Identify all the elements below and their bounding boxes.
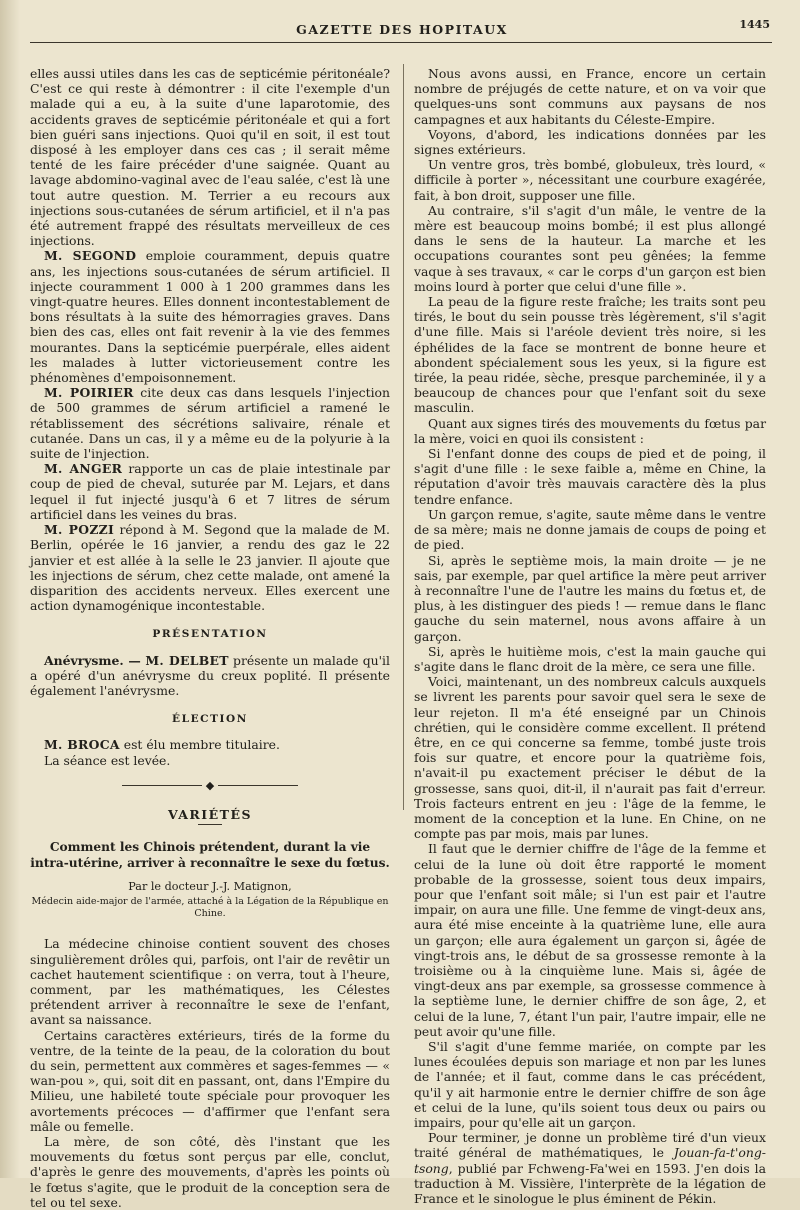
paragraph-text: cite deux cas dans lesquels l'injection de 500 grammes de sérum artificiel a ramené le rétablissement des sécrétions salivaire, rénale et cutanée. Dans un cas, il y a même eu de la polyurie à la suite de l'injection. [30,385,391,462]
journal-title: GAZETTE DES HOPITAUX [296,22,508,37]
paragraph: La mère, de son côté, dès l'instant que les mouvements du fœtus sont perçus par elle, conclut, d'après le genre des mouvements, d'après les points où le fœtus s'agite, que le produit de la conception sera de tel ou tel sexe. [30,1133,390,1210]
paragraph-text: Pour terminer, je donne un problème tiré d'un vieux traité général de mathématiques, le [414,1130,766,1161]
paragraph: Nous avons aussi, en France, encore un certain nombre de préjugés de cette nature, et on va voir que quelques-uns sont communs aux paysans de nos campagnes et aux habitants du Céleste-Empire. [414,66,766,127]
page-number: 1445 [739,18,770,31]
paragraph: Si, après le huitième mois, c'est la main gauche qui s'agite dans le flanc droit de la mère, ce sera une fille. [414,643,766,674]
paragraph-text: , publié par Fchweng-Fa'wei en 1593. J'en dois la traduction à M. Vissière, l'interprète de la légation de France et le sinologue le plus éminent de Pékin. [414,1160,766,1207]
paragraph [30,522,390,613]
paragraph [30,737,390,752]
short-rule [198,824,222,825]
paragraph: Au contraire, s'il s'agit d'un mâle, le ventre de la mère est beaucoup moins bombé; il est plus allongé dans le sens de la hauteur. La marche et les occupations courantes sont peu gênées; la femme vaque à ses travaux, « car le corps d'un garçon est bien moins lourd à porter que celui d'une fille ». [414,202,766,294]
paragraph-text: emploie couramment, depuis quatre ans, les injections sous-cutanées de sérum artificiel. Il injecte couramment 1 000 à 1 200 grammes dans les vingt-quatre heures. Elles donnent incontestablement de bons résultats à la suite des hémorragies graves. Dans bien des cas, elles ont fait revenir à la vie des femmes mourantes. Dans la septicémie puerpérale, elles aident les malades à lutter victorieusement contre les phénomènes d'empoisonnement. [30,248,391,386]
lead-term: Anévrysme. — [44,652,146,668]
book-title: Jouan-fa-t'ong-tsong [414,1145,766,1176]
paragraph [30,385,390,461]
speaker-name: M. BROCA [44,737,120,753]
paragraph-text: est élu membre titulaire. [119,737,280,753]
speaker-name: M. POZZI [44,522,115,538]
header-rule [30,42,772,43]
speaker-name: M. ANGER [44,461,123,477]
paragraph: S'il s'agit d'une femme mariée, on compte par les lunes écoulées depuis son mariage et non par les lunes de l'année; et il faut, comme dans le cas précédent, qu'il y ait harmonie entre le dernier chiffre de son âge et celui de la lune, qu'ils soient tous deux ou pairs ou impairs, pour qu'elle ait un garçon. [414,1039,766,1131]
paragraph: elles aussi utiles dans les cas de septicémie péritonéale? C'est ce qui reste à démontrer : il cite l'exemple d'un malade qui a eu, à la suite d'une laparotomie, des accidents graves de septicémie péritonéale et qui a fort bien guéri sans injections. Quoi qu'il en soit, il est tout disposé à les employer dans ces cas ; il serait même tenté de les faire précéder d'une saignée. Quant au lavage abdomino-vaginal avec de l'eau salée, c'est là une tout autre question. M. Terrier a eu recours aux injections sous-cutanées de sérum artificiel, et il n'a pas été autrement frappé des résultats merveilleux de ces injections. [30,66,390,249]
paragraph: Si, après le septième mois, la main droite — je ne sais, par exemple, par quel artifice la mère peut arriver à reconnaître l'une de l'autre les mains du fœtus et, de plus, à les distinguer des pieds ! — remue dans le flanc gauche du sein maternel, nous avons affaire à un garçon. [414,552,766,644]
paragraph: Un garçon remue, s'agite, saute même dans le ventre de sa mère; mais ne donne jamais de coups de poing et de pied. [414,506,766,553]
speaker-name: M. DELBET [145,652,229,668]
paragraph [414,1130,766,1206]
paragraph: Un ventre gros, très bombé, globuleux, très lourd, « difficile à porter », nécessitant une courbure exagérée, fait, à bon droit, supposer une fille. [414,157,766,203]
paragraph [30,461,390,522]
paragraph [30,653,390,699]
paragraph: Si l'enfant donne des coups de pied et de poing, il s'agit d'une fille : le sexe faible a, même en Chine, la réputation d'avoir très mauvais caractère dès la plus tendre enfance. [414,446,766,507]
speaker-name: M. POIRIER [44,385,134,401]
author-credit: Médecin aide-major de l'armée, attaché à la Légation de la République en Chine. [31,896,389,920]
section-heading: VARIÉTÉS [167,806,253,822]
article-byline: Par le docteur J.-J. Matignon, [128,880,292,894]
article-title: Comment les Chinois prétendent, durant la vie intra-utérine, arriver à reconnaître le sexe du fœtus. [30,840,390,871]
section-heading: ÉLECTION [171,713,248,726]
paragraph: Certains caractères extérieurs, tirés de la forme du ventre, de la teinte de la peau, de la coloration du bout du sein, permettent aux commères et sages-femmes — « wan-pou », qui, soit dit en passant, ont, dans l'Empire du Milieu, une habileté toute spéciale pour provoquer les avortements précoces — d'affirmer que l'enfant sera mâle ou femelle. [30,1027,390,1134]
paragraph: Voyons, d'abord, les indications données par les signes extérieurs. [414,126,766,158]
paragraph-text: rapporte un cas de plaie intestinale par coup de pied de cheval, suturée par M. Lejars, et dans lequel il fut injecté jusqu'à 6 et 7 litres de sérum artificiel dans les veines du bras. [30,461,390,522]
right-column [414,66,766,1206]
paragraph-text: répond à M. Segond que la malade de M. Berlin, opérée le 16 janvier, a rendu des gaz le 22 janvier et est allée à la selle le 23 janvier. Il ajoute que les injections de sérum, chez cette malade, ont amené la disparition des accidents nerveux. Elles exercent une action dynamogénique incontestable. [30,522,390,614]
paragraph: Voici, maintenant, un des nombreux calculs auxquels se livrent les parents pour savoir quel sera le sexe de leur rejeton. Il m'a été enseigné par un Chinois chrétien, qui le considère comme excellent. Il prétend être, en ce qui concerne sa femme, tombé juste trois fois sur quatre, et encore pour la quatrième fois, n'avait-il pu exactement préciser le début de la grossesse, sans quoi, dit-il, il n'aurait pas fait d'erreur. Trois facteurs entrent en jeu : l'âge de la femme, le moment de la conception et la lune. En Chine, on ne compte pas par mois, mais par lunes. [414,674,766,842]
paragraph: La séance est levée. [44,752,171,768]
paragraph: Quant aux signes tirés des mouvements du fœtus par la mère, voici en quoi ils consistent : [414,415,766,446]
paragraph: La médecine chinoise contient souvent des choses singulièrement drôles qui, parfois, ont l'air de revêtir un cachet hautement scientifique : on verra, tout à l'heure, comment, par les mathématiques, les Célestes prétendent arriver à reconnaître le sexe de l'enfant, avant sa naissance. [30,936,390,1028]
speaker-name: M. SEGOND [44,248,137,264]
paragraph-text: présente un malade qu'il a opéré d'un anévrysme du creux poplité. Il présente également l'anévrysme. [30,652,390,698]
section-heading: PRÉSENTATION [152,628,268,641]
ornament-divider: ◆ [30,778,390,793]
left-column [30,66,390,1210]
column-separator [403,64,404,810]
page-gutter-shadow [0,0,20,1178]
paragraph: Il faut que le dernier chiffre de l'âge de la femme et celui de la lune où doit être rapporté le moment probable de la grossesse, soient tous deux impairs, pour que l'enfant soit mâle; si l'un est pair et l'autre impair, on aura une fille. Une femme de vingt-deux ans, aura été mise enceinte à la quatrième lune, elle aura un garçon; elle aura également un garçon si, âgée de vingt-trois ans, le début de sa grossesse remonte à la troisième ou à la cinquième lune. Mais si, âgée de vingt-deux ans par exemple, sa grossesse commence à la septième lune, le dernier chiffre de son âge, 2, et celui de la lune, 7, étant l'un pair, l'autre impair, elle ne peut avoir qu'une fille. [414,841,766,1039]
page-header [28,18,776,42]
paragraph: La peau de la figure reste fraîche; les traits sont peu tirés, le bout du sein pousse très légèrement, s'il s'agit d'une fille. Mais si l'aréole devient très noire, si les éphélides de la face se montrent de bonne heure et abondent spécialement sous les yeux, si la figure est tirée, la peau ridée, sèche, presque parcheminée, il y a beaucoup de chances pour que l'enfant soit du sexe masculin. [414,294,766,416]
paragraph [30,248,390,385]
